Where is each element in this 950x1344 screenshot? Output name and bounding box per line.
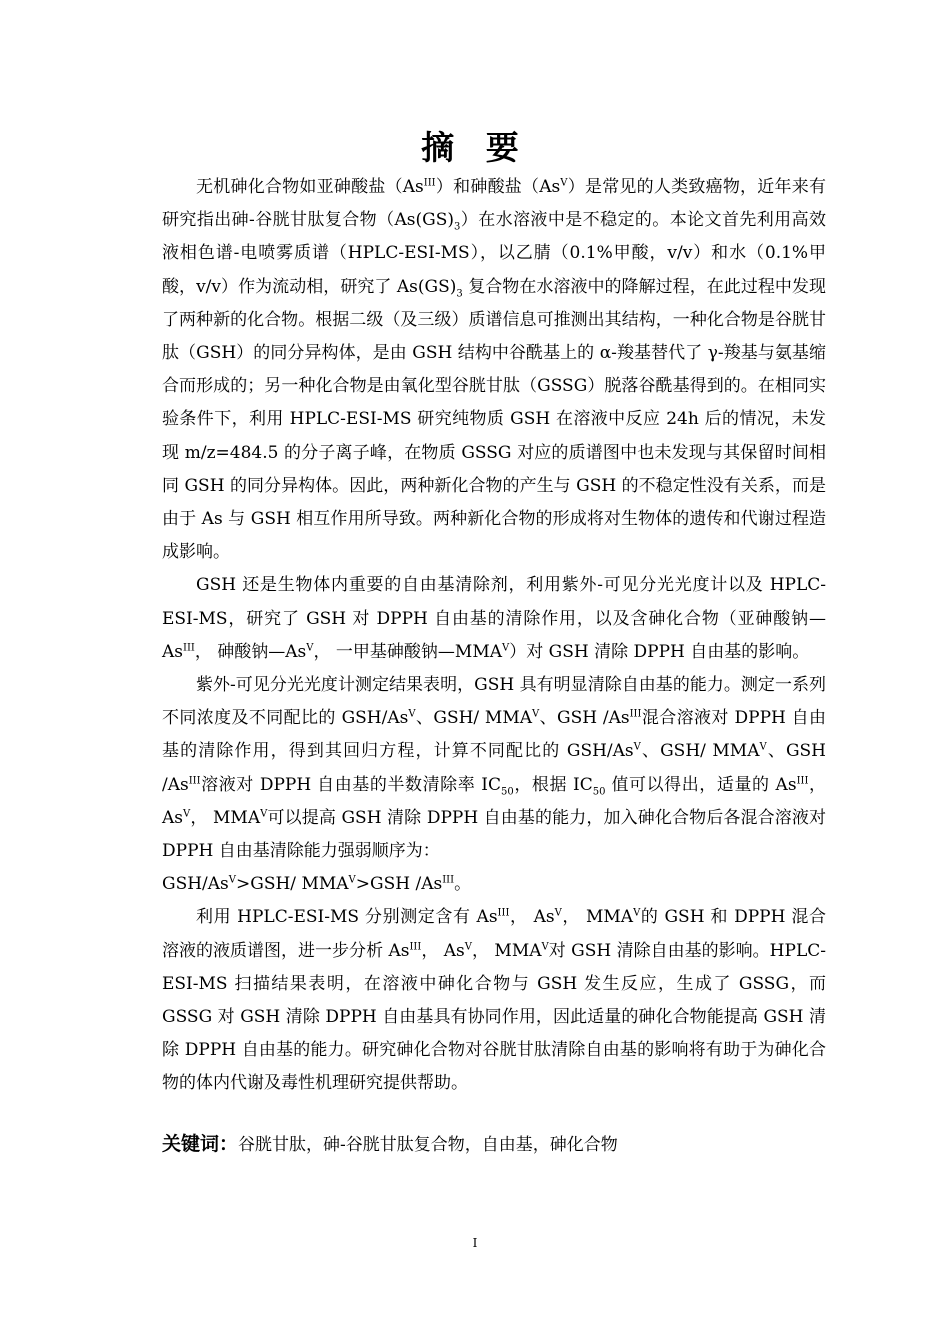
subscript: 50 xyxy=(592,786,606,798)
superscript: V xyxy=(560,177,568,189)
superscript: V xyxy=(532,708,540,720)
abstract-body xyxy=(162,171,826,1101)
text-run: ）对 GSH 清除 DPPH 自由基的影响。 xyxy=(509,641,810,662)
superscript: V xyxy=(633,741,641,753)
superscript: V xyxy=(228,874,237,886)
text-run: 可以提高 GSH 清除 DPPH 自由基的能力，加入砷化合物后各混合溶液对 DPPH 自由基清除能力强弱顺序为： xyxy=(162,807,826,862)
text-run: 混合溶液对 DPPH 自由基的清除作用，得到其回归方程，计算不同配比的 GSH/As xyxy=(162,708,827,762)
text-run: 无机砷化合物如亚砷酸盐（As xyxy=(196,177,424,197)
superscript: V xyxy=(408,708,416,720)
text-run: 、GSH/ MMA xyxy=(415,708,533,729)
text-run: 。 xyxy=(454,874,472,895)
text-run: ）是常见的人类致癌物，近年来有研究指出砷-谷胱甘肽复合物（As(GS) xyxy=(162,177,826,231)
text-run: ， As xyxy=(509,907,555,928)
keywords-label: 关键词： xyxy=(162,1133,239,1155)
text-run: ， As xyxy=(162,774,827,828)
text-run: ， 砷酸钠—As xyxy=(194,641,307,662)
text-run: 的 GSH 和 DPPH 混合溶液的液质谱图，进一步分析 As xyxy=(162,907,827,961)
text-run: GSH 还是生物体内重要的自由基清除剂，利用紫外-可见分光光度计以及 HPLC-ESI-MS，研究了 GSH 对 DPPH 自由基的清除作用，以及含砷化合物（亚砷酸钠—As xyxy=(162,575,826,662)
text-run: ，根据 IC xyxy=(513,774,593,795)
keywords-text: 谷胱甘肽，砷-谷胱甘肽复合物，自由基，砷化合物 xyxy=(238,1135,618,1155)
text-run: ， MMA xyxy=(472,940,542,961)
text-run: >GSH/ MMA xyxy=(236,874,349,895)
text-run: ， As xyxy=(421,940,465,961)
superscript: III xyxy=(497,907,510,919)
text-run: 溶液对 DPPH 自由基的半数清除率 IC xyxy=(200,774,502,795)
text-run: ）在水溶液中是不稳定的。本论文首先利用高效液相色谱-电喷雾质谱（HPLC-ESI-MS），以乙腈（0.1%甲酸，v/v）和水（0.1%甲酸，v/v）作为流动相，研究了 As(GS) xyxy=(162,210,826,297)
abstract-paragraph-3 xyxy=(162,669,826,901)
text-run: 、GSH/ MMA xyxy=(640,741,760,762)
superscript: III xyxy=(629,708,642,720)
text-run: 紫外-可见分光光度计测定结果表明，GSH 具有明显清除自由基的能力。测定一系列不同浓度及不同配比的 GSH/As xyxy=(162,675,826,729)
superscript: V xyxy=(260,808,268,820)
superscript: V xyxy=(502,642,510,654)
superscript: V xyxy=(464,941,472,953)
text-run: 值可以得出，适量的 As xyxy=(605,774,797,795)
superscript: III xyxy=(409,941,422,953)
text-run: ， MMA xyxy=(561,907,634,928)
superscript: V xyxy=(554,907,562,919)
superscript: V xyxy=(633,907,641,919)
text-run: >GSH /As xyxy=(355,874,443,895)
text-run: ， 一甲基砷酸钠—MMA xyxy=(313,641,503,662)
keywords-line xyxy=(162,1126,826,1163)
text-run: ， MMA xyxy=(190,807,261,828)
superscript: V xyxy=(183,808,191,820)
superscript: V xyxy=(306,642,314,654)
superscript: III xyxy=(188,775,201,786)
abstract-paragraph-1 xyxy=(162,171,826,569)
abstract-paragraph-4 xyxy=(162,901,826,1100)
text-run: 、GSH /As xyxy=(162,741,827,795)
superscript: III xyxy=(442,874,455,886)
superscript: V xyxy=(541,941,549,953)
subscript: 3 xyxy=(454,221,461,233)
text-run: 复合物在水溶液中的降解过程，在此过程中发现了两种新的化合物。根据二级（及三级）质谱信息可推测出其结构，一种化合物是谷胱甘肽（GSH）的同分异构体，是由 GSH 结构中谷酰基上的 α-羧基替代了 γ-羧基与氨基缩合而形成的；另一种化合物是由氧化型谷胱甘肽（GSSG）脱落谷酰基得到的。在相同实验条件下，利用 HPLC-ESI-MS 研究纯物质 GSH 在溶液中反应 24h 后的情况，未发现 m/z=484.5 的分子离子峰，在物质 GSSG 对应的质谱图中也未发现与其保留时间相同 GSH 的同分异构体。因此，两种新化合物的产生与 GSH 的不稳定性没有关系，而是由于 As 与 GSH 相互作用所导致。两种新化合物的形成将对生物体的遗传和代谢过程造成影响。 xyxy=(162,276,826,563)
superscript: III xyxy=(183,642,195,654)
text-run: GSH/As xyxy=(162,874,229,895)
subscript: 50 xyxy=(501,786,514,798)
text-run: 利用 HPLC-ESI-MS 分别测定含有 As xyxy=(196,907,498,928)
superscript: III xyxy=(796,775,809,786)
text-run: 、GSH /As xyxy=(539,708,630,729)
superscript: III xyxy=(423,177,436,189)
text-run: ）和砷酸盐（As xyxy=(435,177,561,197)
page-title: 摘 要 xyxy=(421,128,529,167)
superscript: V xyxy=(348,874,356,886)
abstract-paragraph-2 xyxy=(162,569,826,669)
superscript: V xyxy=(759,741,767,753)
page-number: I xyxy=(472,1236,478,1250)
subscript: 3 xyxy=(456,288,463,299)
text-run: 对 GSH 清除自由基的影响。HPLC-ESI-MS 扫描结果表明，在溶液中砷化合物与 GSH 发生反应，生成了 GSSG，而 GSSG 对 GSH 清除 DPPH 自由基具有协同作用，因此适量的砷化合物能提高 GSH 清除 DPPH 自由基的能力。研究砷化合物对谷胱甘肽清除自由基的影响将有助于为砷化合物的体内代谢及毒性机理研究提供帮助。 xyxy=(162,940,826,1094)
